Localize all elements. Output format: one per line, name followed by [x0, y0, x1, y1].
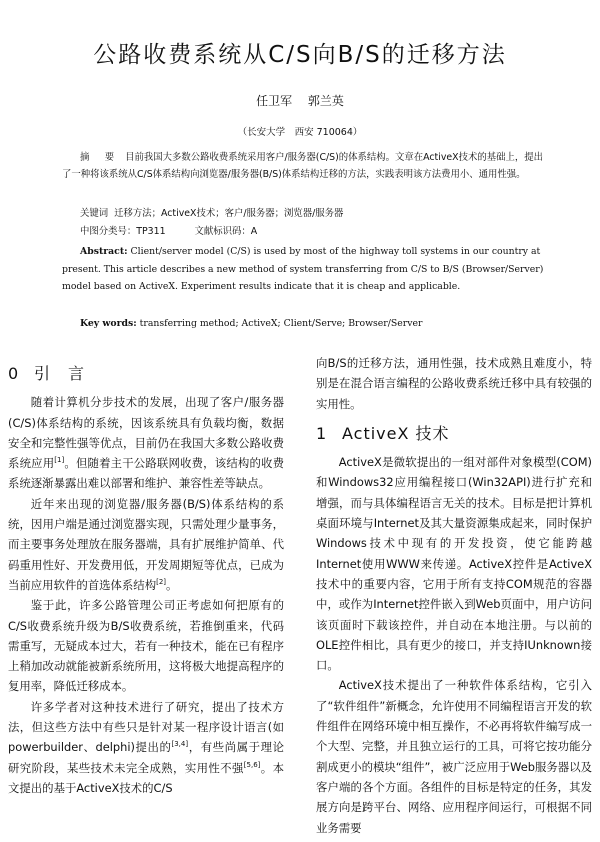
section-number: 1	[316, 423, 328, 443]
classification	[62, 224, 544, 241]
intro-paragraph-2: 近年来出现的浏览器/服务器(B/S)体系结构的系统，因用户端是通过浏览器实现，只需处理少量事务，而主要事务处理放在服务器端，具有扩展维护简单、代码重用性好、开发费用低，开发周期短等优点，已成为当前应用软件的首选体系结构[2]。	[8, 496, 284, 592]
clc-value: TP311	[136, 226, 166, 237]
paper-title: 公路收费系统从C/S向B/S的迁移方法	[93, 42, 507, 68]
doc-code-value: A	[250, 226, 258, 237]
section-number: 0	[8, 364, 20, 383]
keywords-en	[62, 316, 544, 333]
section-title: 引 言	[34, 364, 86, 383]
keywords-en-label: Key words:	[80, 318, 137, 329]
doc-code-label: 文献标识码：	[194, 226, 251, 237]
intro-paragraph-3: 鉴于此，许多公路管理公司正考虑如何把原有的C/S收费系统升级为B/S收费系统，若推倒重来，代码需重写，无疑成本过大，若有一种技术，能在已有程序上稍加改动就能被新系统所用，这将极大地提高程序的复用率，降低迁移成本。	[8, 598, 284, 694]
intro-paragraph-4: 许多学者对这种技术进行了研究，提出了技术方法，但这些方法中有些只是针对某一程序设计语言(如powerbuilder、delphi)提出的[3,4]，有些尚属于理论研究阶段，某些技术未完全成熟，实用性不强[5,6]。本文提出的基于ActiveX技术的C/S	[8, 699, 284, 795]
section-heading-activex	[316, 424, 592, 444]
section-title: ActiveX 技术	[342, 423, 450, 443]
citation: [1]	[54, 456, 65, 465]
right-column	[316, 353, 592, 838]
authors: 任卫军 郭兰英	[256, 94, 344, 108]
activex-paragraph-2: ActiveX技术提出了一种软件体系结构，它引入了“软件组件”新概念，允许使用不同编程语言开发的软件组件在网络环境中相互操作，不必再将软件编写成一个大型、完整，并且独立运行的工具，可将它按功能分割成更小的模块“组件”，被广泛应用于Web服务器以及客户端的各个方面。各组件的目标是特定的任务，其发展方向是跨平台、网络、应用程序间运行，可根据不同业务需要	[316, 678, 592, 835]
keywords-en-text: transferring method; ActiveX; Client/Serve; Browser/Server	[139, 318, 423, 329]
citation: [3,4]	[171, 740, 189, 749]
activex-paragraph-1: ActiveX是微软提出的一组对部件对象模型(COM)和Windows32应用编程接口(Win32API)进行扩充和增强，而与具体编程语言无关的技术。目标是把计算机桌面环境与Internet及其大量资源集成起来，同时保护Windows技术中现有的开发投资，使它能跨越Internet使用WWW来传递。ActiveX控件是ActiveX技术中的重要内容，它用于所有支持COM规范的容器中，或作为Internet控件嵌入到Web页面中，用户访问该页面时下载该控件，并自动在本地注册。与以前的OLE控件相比，具有更少的接口，并支持IUnknown接口。	[316, 455, 592, 673]
affiliation: （长安大学 西安 710064）	[237, 127, 363, 138]
section-heading-intro	[8, 364, 284, 384]
abstract-cn-text: 目前我国大多数公路收费系统采用客户/服务器(C/S)的体系结构。文章在ActiveX技术的基础上，提出了一种将该系统从C/S体系结构向浏览器/服务器(B/S)体系结构迁移的方法，实践表明该方法费用小、通用性强。	[62, 152, 543, 180]
abstract-cn	[62, 150, 544, 183]
keywords-cn-text: 迁移方法；ActiveX技术；客户/服务器；浏览器/服务器	[114, 208, 344, 219]
citation: [5,6]	[243, 760, 261, 769]
abstract-en-label: Abstract:	[80, 246, 128, 257]
abstract-en-text: Client/server model (C/S) is used by most of the highway toll systems in our country at present. This article describes a new method of system transferring from C/S to B/S (Browser/Server) model based on ActiveX. Experiment results indicate that it is cheap and applicable.	[62, 246, 544, 292]
citation: [2]	[156, 578, 167, 587]
intro-paragraph-4-cont: 向B/S的迁移方法，通用性强，技术成熟且难度小，特别是在混合语言编程的公路收费系统迁移中具有较强的实用性。	[316, 356, 592, 411]
abstract-en	[62, 243, 544, 296]
abstract-cn-label: 摘 要	[80, 152, 118, 163]
left-column	[8, 362, 284, 798]
keywords-cn	[62, 206, 544, 223]
clc-label: 中图分类号：	[80, 226, 137, 237]
keywords-cn-label: 关键词	[80, 208, 109, 219]
intro-paragraph-1: 随着计算机分步技术的发展，出现了客户/服务器(C/S)体系结构的系统，因该系统具有负载均衡，数据安全和完整性强等优点，目前仍在我国大多数公路收费系统应用[1]。但随着主干公路联网收费，该结构的收费系统逐渐暴露出难以部署和维护、兼容性差等缺点。	[8, 395, 284, 491]
